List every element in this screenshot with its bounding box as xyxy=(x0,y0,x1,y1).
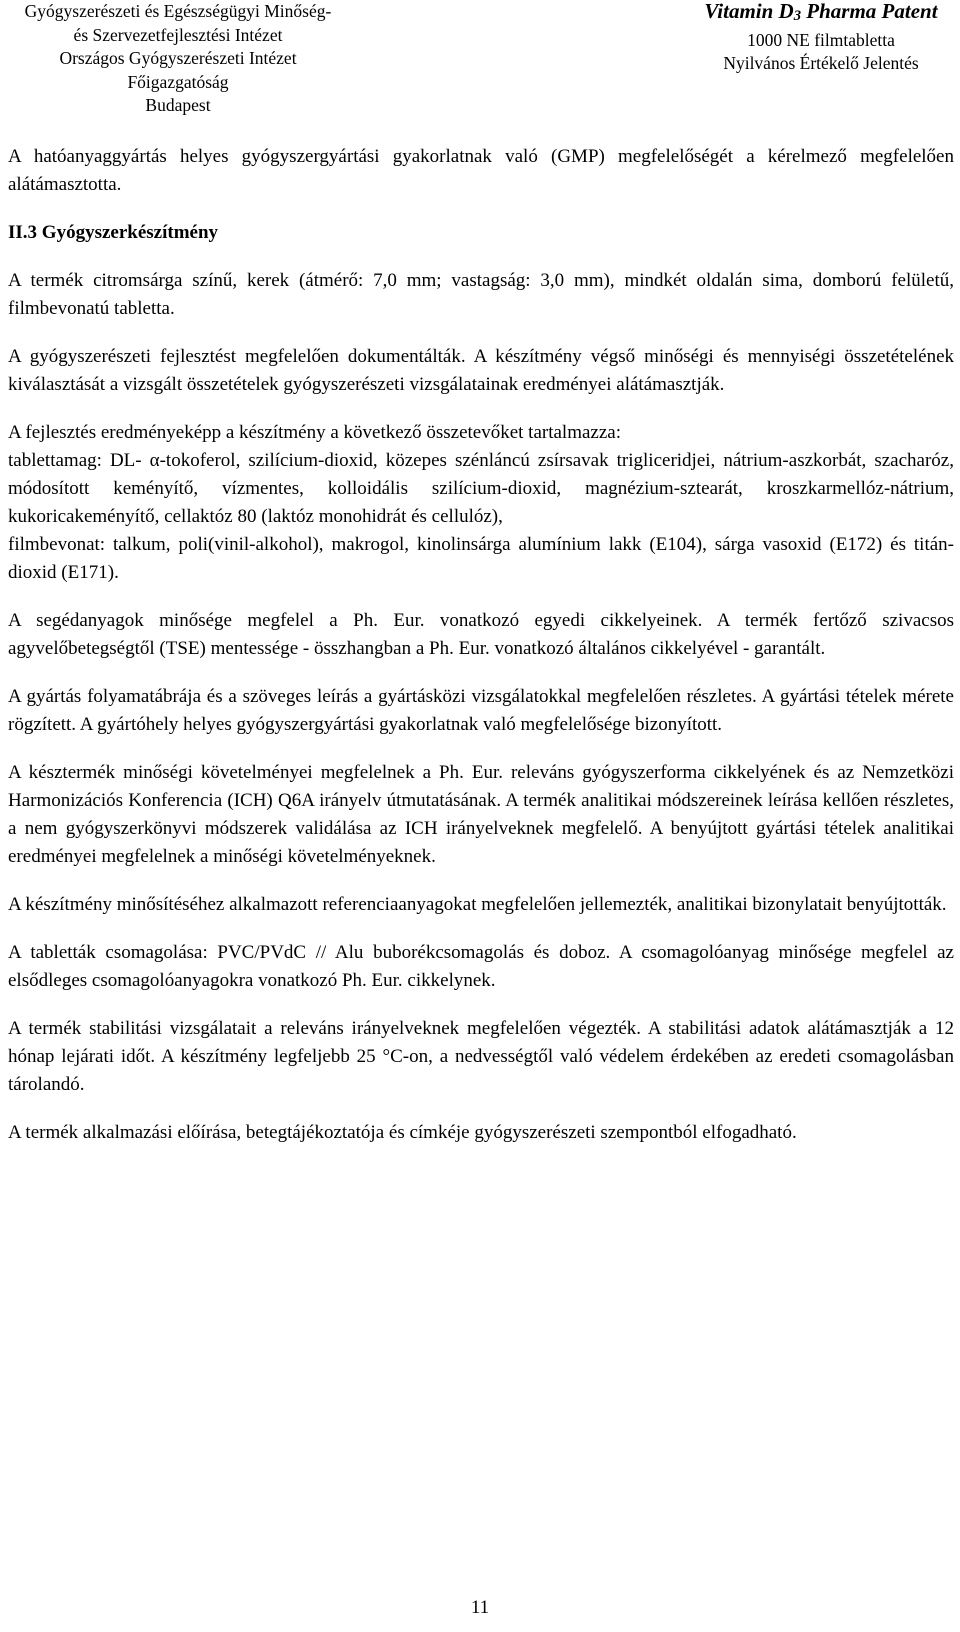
document-body xyxy=(8,143,954,1167)
institution-line-3: Országos Gyógyszerészeti Intézet xyxy=(59,48,297,68)
paragraph-manufacturing: A gyártás folyamatábrája és a szöveges leírás a gyártásközi vizsgálatokkal megfelelően részletes. A gyártási tételek mérete rögzített. A gyártóhely helyes gyógyszergyártási gyakorlatnak való megfelelősége bizonyított. xyxy=(8,686,954,735)
product-name: 1000 NE filmtabletta xyxy=(747,29,895,50)
institution-block xyxy=(8,0,348,118)
institution-line-2: és Szervezetfejlesztési Intézet xyxy=(73,24,283,45)
page-header xyxy=(0,0,960,125)
document-title-block xyxy=(696,0,946,76)
paragraph-excipients: A segédanyagok minősége megfelel a Ph. Eur. vonatkozó egyedi cikkelyeinek. A termék fertőző szivacsos agyvelőbetegségtől (TSE) mentessége - összhangban a Ph. Eur. vonatkozó általános cikkelyével - garantált. xyxy=(8,610,954,659)
paragraph-development: A gyógyszerészeti fejlesztést megfelelően dokumentálták. A készítmény végső minőségi és mennyiségi összetételének kiválasztását a vizsgált összetételek gyógyszerészeti vizsgálatainak eredményei alátámasztják. xyxy=(8,346,954,395)
report-type: Nyilvános Értékelő Jelentés xyxy=(723,53,919,74)
paragraph-labelling: A termék alkalmazási előírása, betegtájékoztatója és címkéje gyógyszerészeti szempontból elfogadható. xyxy=(8,1122,797,1143)
paragraph-packaging: A tabletták csomagolása: PVC/PVdC // Alu buborékcsomagolás és doboz. A csomagolóanyag minősége megfelel az elsődleges csomagolóanyagokra vonatkozó Ph. Eur. cikkelynek. xyxy=(8,942,954,991)
paragraph-composition-core: tablettamag: DL- α-tokoferol, szilícium-dioxid, közepes szénláncú zsírsavak trigliceridjei, nátrium-aszkorbát, szacharóz, módosított keményítő, vízmentes, kolloidális szilícium-dioxid, magnézium-sztearát, kroszkarmellóz-nátrium, kukoricakeményítő, cellaktóz 80 (laktóz monohidrát és cellulóz), xyxy=(8,450,954,527)
paragraph-specifications: A késztermék minőségi követelményei megfelelnek a Ph. Eur. releváns gyógyszerforma cikkelyének és az Nemzetközi Harmonizációs Konferencia (ICH) Q6A irányelv útmutatásának. A termék analitikai módszereinek leírása kellően részletes, a nem gyógyszerkönyvi módszerek validálása az ICH irányelveknek megfelelő. A benyújtott gyártási tételek analitikai eredményei megfelelnek a minőségi követelményeknek. xyxy=(8,762,954,867)
paragraph-stability: A termék stabilitási vizsgálatait a releváns irányelveknek megfelelően végezték. A stabilitási adatok alátámasztják a 12 hónap lejárati időt. A készítmény legfeljebb 25 °C-on, a nedvességtől való védelem érdekében az eredeti csomagolásban tárolandó. xyxy=(8,1018,954,1095)
paragraph-reference-materials: A készítmény minősítéséhez alkalmazott referenciaanyagokat megfelelően jellemezték, analitikai bizonylatait benyújtották. xyxy=(8,894,947,915)
title-suffix: Pharma Patent xyxy=(801,0,938,23)
title-prefix: Vitamin D xyxy=(704,0,794,23)
page-number: 11 xyxy=(470,1597,490,1618)
paragraph-composition-intro: A fejlesztés eredményeképp a készítmény a következő összetevőket tartalmazza: xyxy=(8,422,622,443)
title-subscript: 3 xyxy=(793,8,802,25)
document-title xyxy=(696,0,946,29)
paragraph-composition-coating: filmbevonat: talkum, poli(vinil-alkohol), makrogol, kinolinsárga alumínium lakk (E104), sárga vasoxid (E172) és titán-dioxid (E171). xyxy=(8,534,954,583)
section-heading: II.3 Gyógyszerkészítmény xyxy=(8,222,219,243)
institution-line-1: Gyógyszerészeti és Egészségügyi Minőség- xyxy=(24,1,332,21)
paragraph-gmp: A hatóanyaggyártás helyes gyógyszergyártási gyakorlatnak való (GMP) megfelelőségét a kérelmező megfelelően alátámasztotta. xyxy=(8,146,954,195)
institution-line-5: Budapest xyxy=(145,95,211,115)
paragraph-description: A termék citromsárga színű, kerek (átmérő: 7,0 mm; vastagság: 3,0 mm), mindkét oldalán sima, domború felületű, filmbevonatú tabletta. xyxy=(8,270,954,319)
institution-line-4: Főigazgatóság xyxy=(127,71,229,92)
